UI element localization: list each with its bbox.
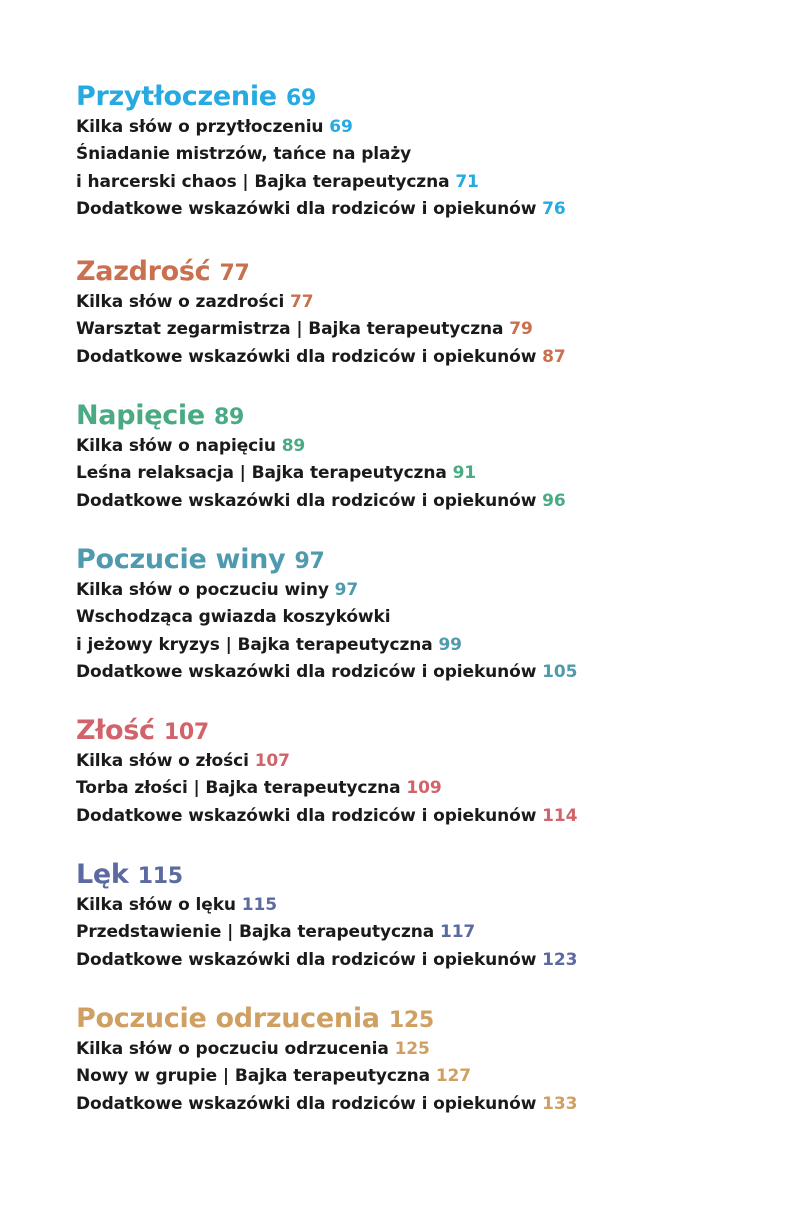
section-page-number: 89 xyxy=(214,405,245,431)
entry-page-number: 114 xyxy=(542,805,578,826)
entry-title: Dodatkowe wskazówki dla rodziców i opiekunów xyxy=(76,949,537,970)
entry-title: Przedstawienie | Bajka terapeutyczna xyxy=(76,922,435,943)
entry-title: Warsztat zegarmistrza | Bajka terapeutyczna xyxy=(76,319,504,340)
toc-section xyxy=(76,858,776,974)
toc-entry[interactable] xyxy=(76,947,776,974)
section-heading[interactable] xyxy=(76,80,776,114)
entry-title: i harcerski chaos | Bajka terapeutyczna xyxy=(76,171,450,192)
section-title: Poczucie odrzucenia xyxy=(76,1002,380,1034)
toc-section xyxy=(76,543,776,686)
toc-entry[interactable] xyxy=(76,748,776,775)
entry-title: Kilka słów o napięciu xyxy=(76,436,276,457)
entry-page-number: 89 xyxy=(281,436,306,457)
toc-entry[interactable] xyxy=(76,577,776,604)
toc-entry[interactable] xyxy=(76,1063,776,1090)
section-heading[interactable] xyxy=(76,714,776,748)
section-page-number: 125 xyxy=(388,1007,434,1033)
entry-page-number: 76 xyxy=(542,198,566,219)
entry-page-number: 87 xyxy=(542,346,566,367)
entry-title: Dodatkowe wskazówki dla rodziców i opiekunów xyxy=(76,805,537,826)
section-page-number: 97 xyxy=(294,548,325,574)
section-page-number: 77 xyxy=(219,261,250,287)
toc-entry[interactable] xyxy=(76,316,776,343)
entry-page-number: 107 xyxy=(254,751,290,772)
toc-entry[interactable] xyxy=(76,604,776,631)
entry-title: Dodatkowe wskazówki dla rodziców i opiekunów xyxy=(76,490,537,511)
section-title: Przytłoczenie xyxy=(76,81,277,112)
toc-section xyxy=(76,255,776,371)
toc-entry[interactable] xyxy=(76,1091,776,1118)
section-page-number: 107 xyxy=(163,720,209,746)
toc-entry[interactable] xyxy=(76,775,776,802)
entry-title: Torba złości | Bajka terapeutyczna xyxy=(76,778,401,799)
section-page-number: 69 xyxy=(285,86,316,111)
section-page-number: 115 xyxy=(137,864,183,890)
toc-entry[interactable] xyxy=(76,114,776,141)
toc-entry[interactable] xyxy=(76,344,776,371)
entry-page-number: 127 xyxy=(435,1066,471,1087)
entry-title: Leśna relaksacja | Bajka terapeutyczna xyxy=(76,463,447,484)
entry-title: i jeżowy kryzys | Bajka terapeutyczna xyxy=(76,634,433,655)
entry-title: Kilka słów o poczuciu winy xyxy=(76,579,329,600)
entry-title: Dodatkowe wskazówki dla rodziców i opiekunów xyxy=(76,346,537,367)
entry-page-number: 123 xyxy=(542,949,578,970)
section-title: Napięcie xyxy=(76,400,205,432)
toc-entry[interactable] xyxy=(76,488,776,515)
entry-title: Nowy w grupie | Bajka terapeutyczna xyxy=(76,1066,430,1087)
toc-entry[interactable] xyxy=(76,803,776,830)
section-title: Lęk xyxy=(76,859,129,891)
toc-entry[interactable] xyxy=(76,892,776,919)
entry-title: Kilka słów o lęku xyxy=(76,895,236,916)
section-heading[interactable] xyxy=(76,1002,776,1036)
toc-section xyxy=(76,1002,776,1118)
entry-page-number: 69 xyxy=(329,117,353,137)
entry-title: Wschodząca gwiazda koszykówki xyxy=(76,607,391,628)
entry-title: Dodatkowe wskazówki dla rodziców i opiekunów xyxy=(76,1093,537,1114)
section-heading[interactable] xyxy=(76,858,776,892)
entry-page-number: 79 xyxy=(509,319,533,340)
entry-title: Kilka słów o złości xyxy=(76,751,249,772)
toc-section xyxy=(76,80,776,223)
entry-page-number: 105 xyxy=(542,661,578,682)
entry-page-number: 109 xyxy=(406,778,442,799)
entry-page-number: 97 xyxy=(334,579,359,600)
entry-title: Śniadanie mistrzów, tańce na plaży xyxy=(76,144,412,165)
toc-entry[interactable] xyxy=(76,659,776,686)
entry-page-number: 77 xyxy=(290,292,314,313)
toc-entry[interactable] xyxy=(76,196,776,223)
entry-page-number: 71 xyxy=(455,171,479,192)
toc-entry[interactable] xyxy=(76,1036,776,1063)
entry-page-number: 115 xyxy=(241,895,277,916)
entry-page-number: 117 xyxy=(439,922,476,943)
section-heading[interactable] xyxy=(76,543,776,577)
entry-title: Dodatkowe wskazówki dla rodziców i opiekunów xyxy=(76,198,537,219)
toc-entry[interactable] xyxy=(76,169,776,196)
section-title: Złość xyxy=(76,715,155,747)
section-title: Poczucie winy xyxy=(76,543,286,575)
entry-page-number: 133 xyxy=(542,1093,578,1114)
toc-entry[interactable] xyxy=(76,433,776,460)
table-of-contents xyxy=(76,80,776,1118)
entry-page-number: 125 xyxy=(394,1038,430,1059)
toc-section xyxy=(76,714,776,830)
entry-title: Kilka słów o poczuciu odrzucenia xyxy=(76,1038,389,1059)
toc-entry[interactable] xyxy=(76,460,776,487)
section-heading[interactable] xyxy=(76,399,776,433)
entry-page-number: 99 xyxy=(438,634,462,655)
toc-entry[interactable] xyxy=(76,632,776,659)
section-heading[interactable] xyxy=(76,255,776,289)
entry-title: Dodatkowe wskazówki dla rodziców i opiekunów xyxy=(76,661,537,682)
entry-title: Kilka słów o zazdrości xyxy=(76,292,285,313)
entry-page-number: 96 xyxy=(542,490,566,511)
toc-entry[interactable] xyxy=(76,289,776,316)
toc-entry[interactable] xyxy=(76,141,776,168)
entry-page-number: 91 xyxy=(452,463,477,484)
section-title: Zazdrość xyxy=(76,256,211,288)
toc-section xyxy=(76,399,776,515)
toc-entry[interactable] xyxy=(76,919,776,946)
entry-title: Kilka słów o przytłoczeniu xyxy=(76,117,324,137)
